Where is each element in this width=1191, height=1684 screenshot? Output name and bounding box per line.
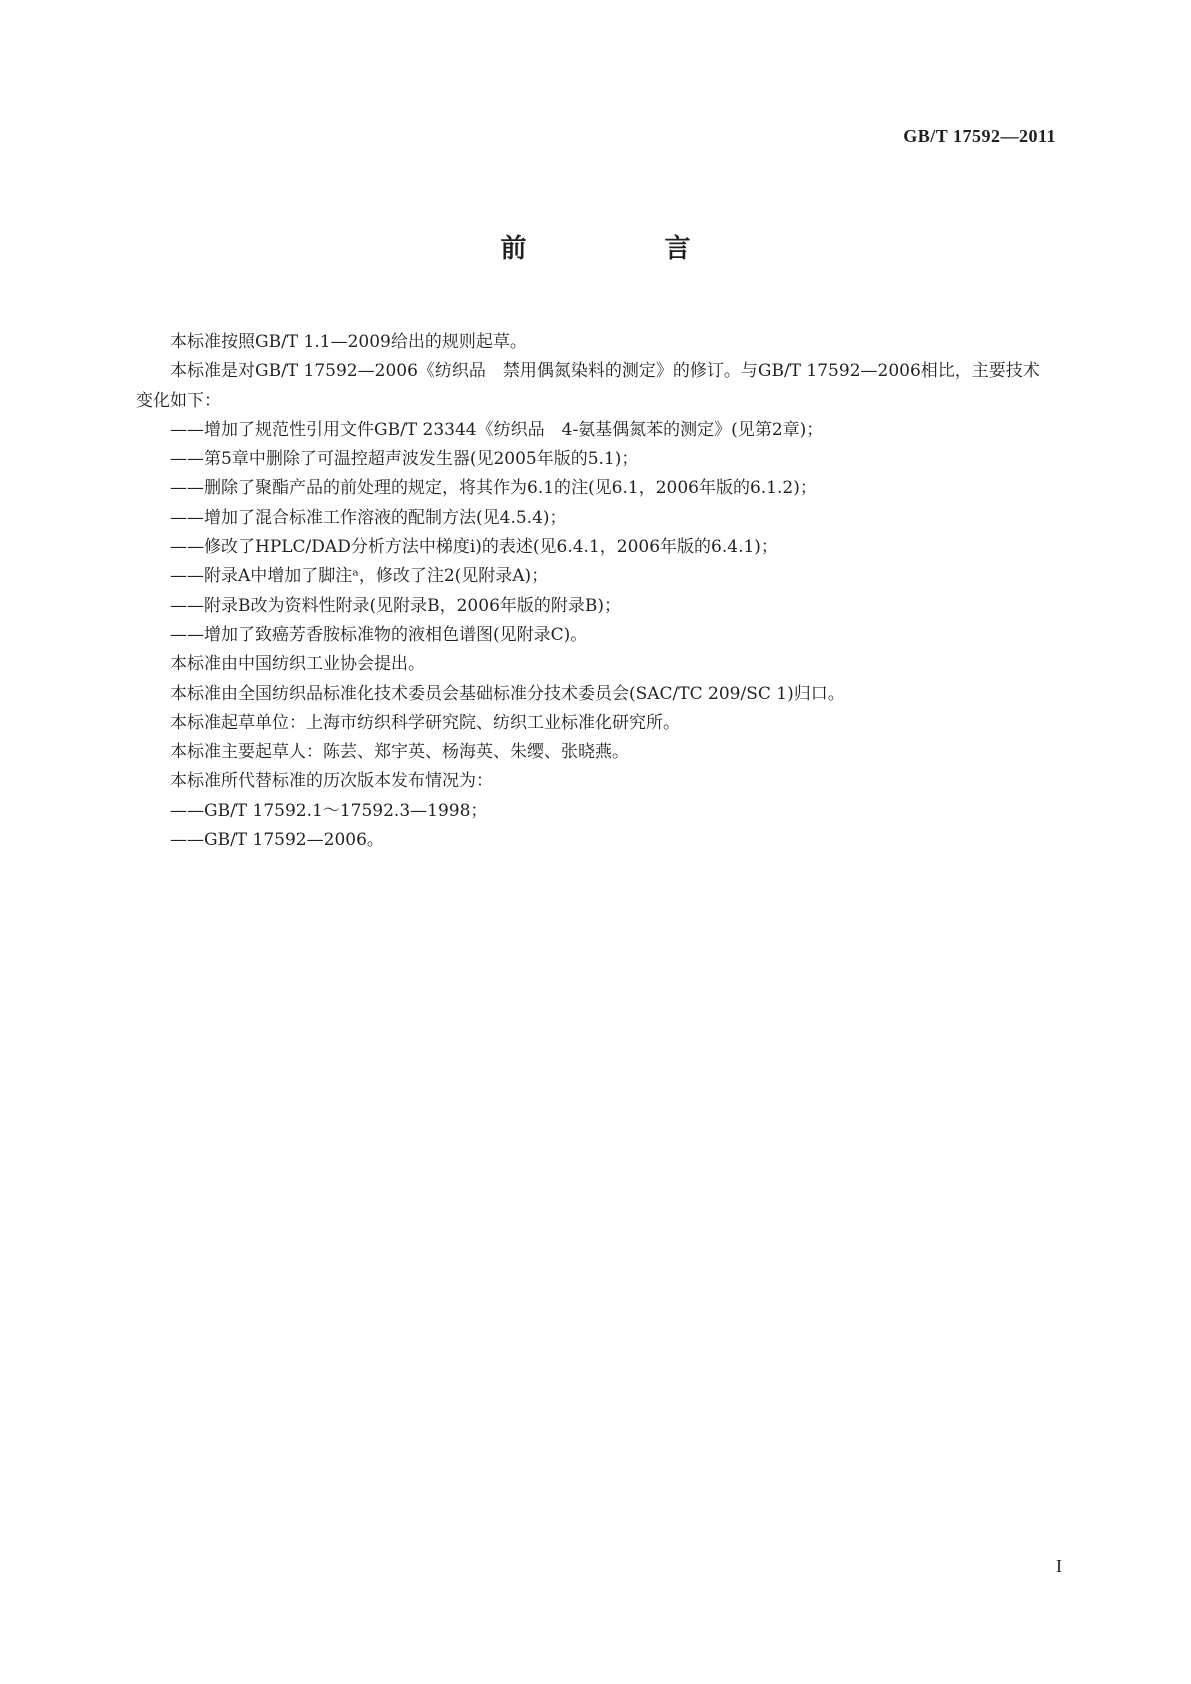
- foreword-body: [136, 328, 1056, 855]
- list-item: ——增加了规范性引用文件GB/T 23344《纺织品 4-氨基偶氮苯的测定》(见第2章)；: [170, 419, 824, 440]
- paragraph-drafters: 本标准主要起草人：陈芸、郑宇英、杨海英、朱缨、张晓燕。: [170, 742, 629, 763]
- list-item: ——第5章中删除了可温控超声波发生器(见2005年版的5.1)；: [170, 449, 639, 470]
- paragraph-proposer: 本标准由中国纺织工业协会提出。: [170, 654, 425, 675]
- page-number: I: [1056, 1556, 1062, 1576]
- changes-list: [136, 416, 1056, 650]
- standard-code: GB/T 17592—2011: [903, 126, 1056, 146]
- list-item: ——增加了混合标准工作溶液的配制方法(见4.5.4)；: [170, 507, 567, 528]
- paragraph-drafting-units: 本标准起草单位：上海市纺织科学研究院、纺织工业标准化研究所。: [170, 712, 680, 733]
- list-item: ——附录A中增加了脚注ᵃ，修改了注2(见附录A)；: [170, 566, 549, 587]
- list-item: ——GB/T 17592.1～17592.3—1998；: [170, 800, 488, 821]
- list-item: ——删除了聚酯产品的前处理的规定，将其作为6.1的注(见6.1，2006年版的6.1.2)；: [170, 478, 817, 499]
- list-item: ——GB/T 17592—2006。: [170, 830, 384, 851]
- paragraph-committee: 本标准由全国纺织品标准化技术委员会基础标准分技术委员会(SAC/TC 209/SC 1)归口。: [170, 683, 845, 704]
- list-item: ——修改了HPLC/DAD分析方法中梯度i)的表述(见6.4.1，2006年版的6.4.1)；: [170, 537, 778, 558]
- list-item: ——附录B改为资料性附录(见附录B，2006年版的附录B)；: [170, 595, 622, 616]
- paragraph-revision-note: 本标准是对GB/T 17592—2006《纺织品 禁用偶氮染料的测定》的修订。与GB/T 17592—2006相比，主要技术变化如下：: [136, 361, 1040, 411]
- previous-editions-list: [136, 797, 1056, 856]
- page-title: 前 言: [500, 234, 747, 264]
- list-item: ——增加了致癌芳香胺标准物的液相色谱图(见附录C)。: [170, 624, 588, 645]
- paragraph-editions-intro: 本标准所代替标准的历次版本发布情况为：: [170, 771, 493, 792]
- paragraph-drafting-rules: 本标准按照GB/T 1.1—2009给出的规则起草。: [170, 332, 527, 352]
